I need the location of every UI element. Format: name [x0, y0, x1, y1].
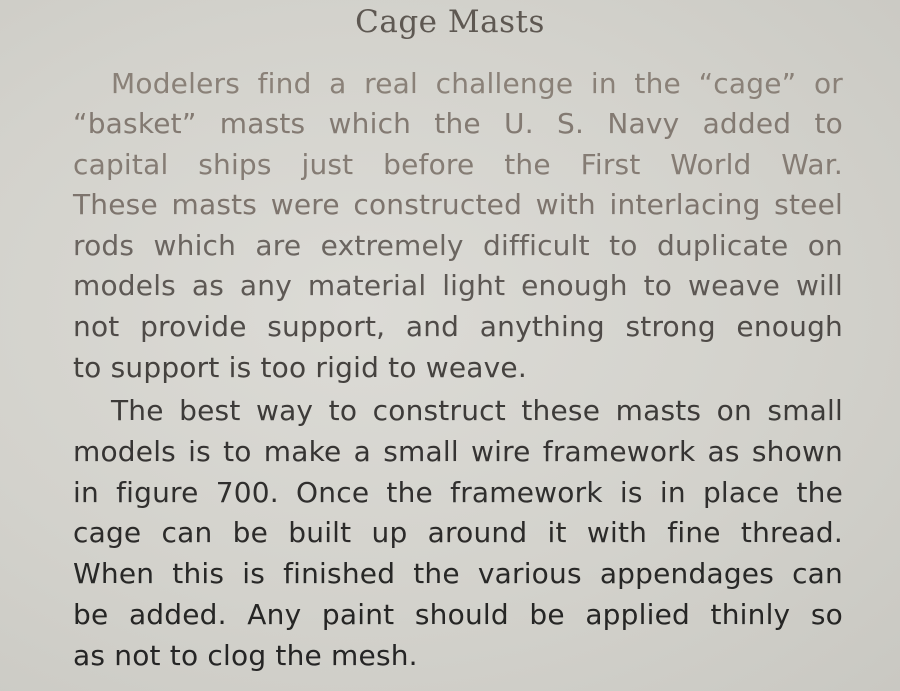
- text-line: rods which are extremely difficult to duplicate on: [73, 229, 843, 262]
- text-line: to support is too rigid to weave.: [73, 351, 527, 384]
- text-line: not provide support, and anything strong enough: [73, 310, 843, 343]
- text-line: “basket” masts which the U. S. Navy added to: [73, 107, 843, 140]
- section-title: Cage Masts: [355, 4, 545, 40]
- text-line: These masts were constructed with interlacing steel: [73, 188, 843, 221]
- text-line: cage can be built up around it with fine thread.: [73, 516, 843, 549]
- text-line: When this is finished the various appendages can: [73, 557, 843, 590]
- text-line: as not to clog the mesh.: [73, 639, 418, 672]
- text-line: The best way to construct these masts on small: [111, 394, 843, 427]
- text-line: Modelers find a real challenge in the “cage” or: [111, 67, 843, 100]
- text-line: capital ships just before the First World War.: [73, 148, 843, 181]
- text-line: models is to make a small wire framework as shown: [73, 435, 843, 468]
- text-line: models as any material light enough to weave will: [73, 269, 843, 302]
- text-line: be added. Any paint should be applied thinly so: [73, 598, 843, 631]
- text-line: in figure 700. Once the framework is in place the: [73, 476, 843, 509]
